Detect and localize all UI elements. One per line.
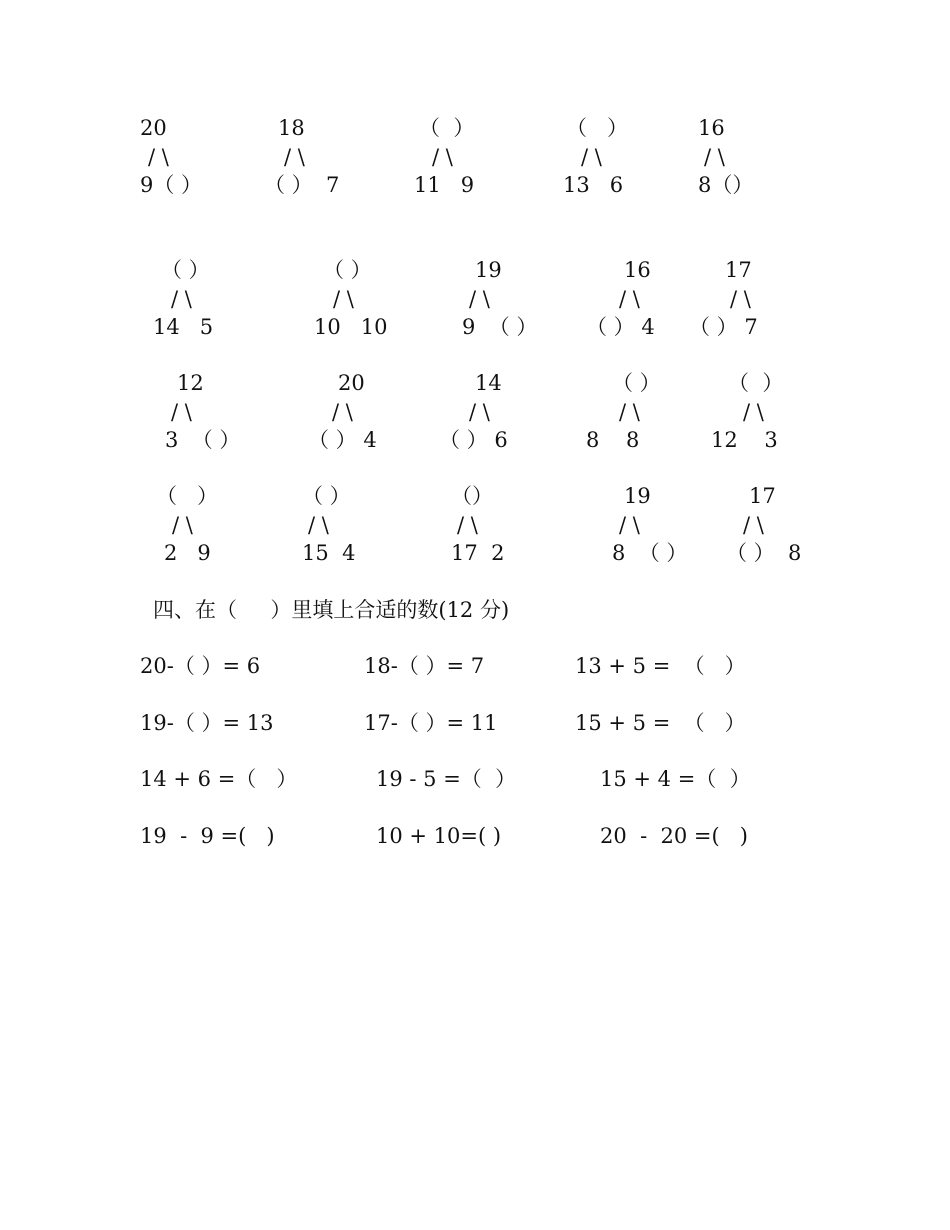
equation: 14 + 6 =（ ） [140, 767, 298, 791]
bond-bottom: （ ） 8 [726, 541, 802, 565]
equation: 17-（ ）= 11 [364, 711, 498, 735]
bond-branches: / \ [172, 513, 193, 537]
equation: 13 + 5 = （ ） [575, 654, 746, 678]
bond-bottom: （ ） 7 [264, 173, 340, 197]
bond-bottom: 9 （ ） [462, 315, 538, 339]
bond-bottom: 8 8 [586, 428, 640, 452]
bond-branches: / \ [332, 400, 353, 424]
bond-branches: / \ [333, 287, 354, 311]
bond-top: （ ） [728, 371, 784, 395]
bond-branches: / \ [469, 400, 490, 424]
bond-bottom: 8 （ ） [612, 541, 688, 565]
bond-bottom: （ ） 4 [586, 315, 655, 339]
bond-top: 14 [475, 371, 502, 395]
bond-bottom: 11 9 [414, 173, 475, 197]
bond-branches: / \ [619, 513, 640, 537]
bond-bottom: 9（ ） [140, 173, 203, 197]
bond-bottom: 3 （ ） [165, 428, 241, 452]
section-title: 四、在（ ）里填上合适的数(12 分) [153, 598, 510, 622]
bond-branches: / \ [581, 145, 602, 169]
bond-top: （ ） [612, 371, 661, 395]
bond-branches: / \ [619, 400, 640, 424]
bond-branches: / \ [308, 513, 329, 537]
bond-top: 19 [475, 258, 502, 282]
bond-top: 17 [749, 484, 776, 508]
bond-bottom: 13 6 [563, 173, 624, 197]
bond-branches: / \ [457, 513, 478, 537]
equation: 20-（ ）= 6 [140, 654, 261, 678]
bond-top: 18 [278, 116, 305, 140]
bond-bottom: 2 9 [164, 541, 211, 565]
bond-top: （ ） [156, 484, 219, 508]
bond-top: 12 [177, 371, 204, 395]
bond-top: （ ） [419, 116, 475, 140]
bond-bottom: 15 4 [302, 541, 356, 565]
bond-branches: / \ [743, 400, 764, 424]
bond-top: 17 [725, 258, 752, 282]
equation: 18-（ ）= 7 [364, 654, 485, 678]
bond-bottom: 8（） [698, 173, 754, 197]
equation: 19 - 9 =( ) [140, 824, 275, 848]
bond-top: 19 [624, 484, 651, 508]
bond-bottom: （ ） 6 [439, 428, 508, 452]
bond-bottom: （ ） 7 [689, 315, 758, 339]
equation: 10 + 10=( ) [376, 824, 502, 848]
bond-branches: / \ [619, 287, 640, 311]
equation: 15 + 5 = （ ） [575, 711, 746, 735]
bond-branches: / \ [171, 400, 192, 424]
bond-branches: / \ [148, 145, 169, 169]
bond-branches: / \ [730, 287, 751, 311]
equation: 15 + 4 =（ ） [600, 767, 751, 791]
equation: 19 - 5 =（ ） [376, 767, 517, 791]
bond-top: （ ） [302, 484, 351, 508]
bond-top: 16 [624, 258, 651, 282]
bond-bottom: （ ） 4 [308, 428, 377, 452]
bond-bottom: 10 10 [314, 315, 388, 339]
bond-branches: / \ [743, 513, 764, 537]
bond-bottom: 12 3 [711, 428, 778, 452]
bond-top: 16 [698, 116, 725, 140]
bond-branches: / \ [284, 145, 305, 169]
bond-branches: / \ [469, 287, 490, 311]
bond-branches: / \ [432, 145, 453, 169]
bond-top: （ ） [323, 258, 372, 282]
bond-top: 20 [140, 116, 167, 140]
equation: 19-（ ）= 13 [140, 711, 274, 735]
bond-top: 20 [338, 371, 365, 395]
bond-bottom: 17 2 [451, 541, 505, 565]
bond-branches: / \ [171, 287, 192, 311]
equation: 20 - 20 =( ) [600, 824, 748, 848]
bond-bottom: 14 5 [153, 315, 214, 339]
bond-top: （） [451, 484, 493, 508]
bond-top: （ ） [566, 116, 629, 140]
bond-top: （ ） [161, 258, 210, 282]
bond-branches: / \ [704, 145, 725, 169]
